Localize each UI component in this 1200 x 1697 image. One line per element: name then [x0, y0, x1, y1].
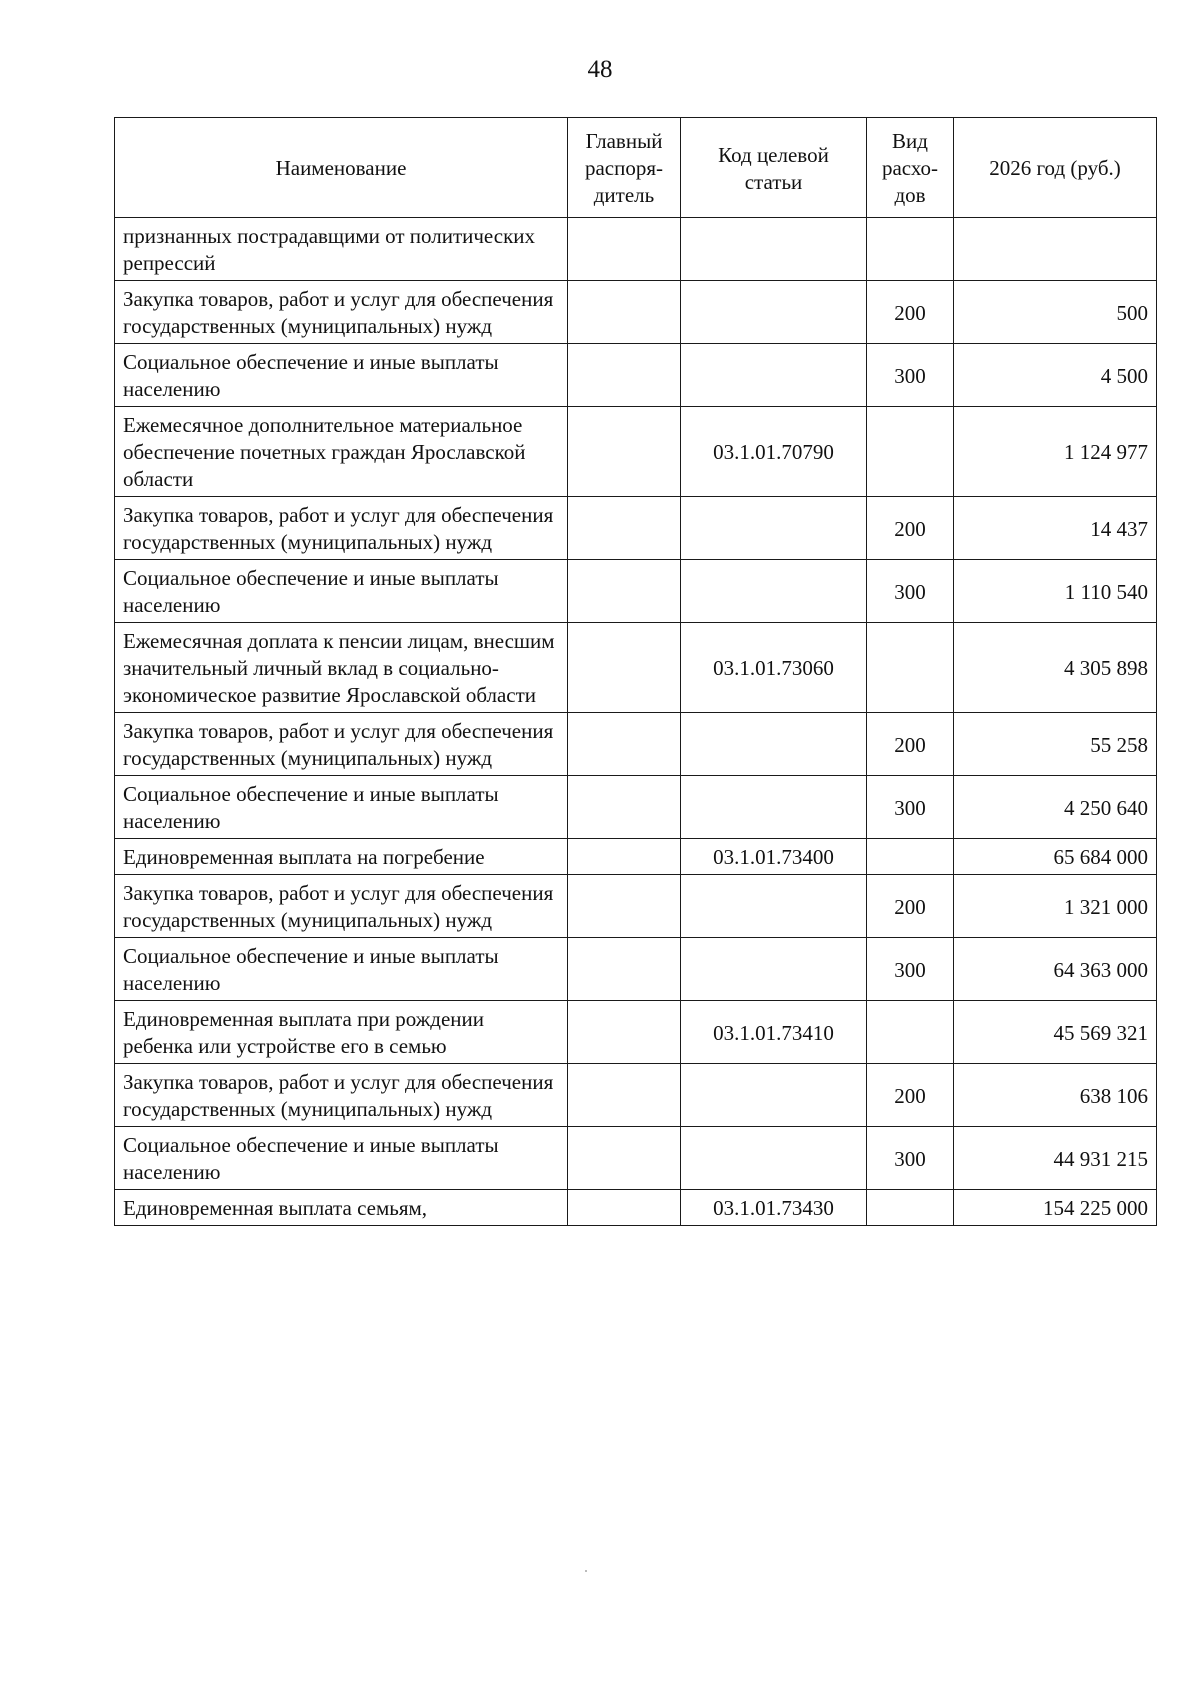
cell-kind: 200 — [867, 1064, 954, 1127]
cell-amount: 64 363 000 — [954, 938, 1157, 1001]
cell-admin — [568, 497, 681, 560]
cell-kind: 300 — [867, 776, 954, 839]
budget-table — [114, 117, 1157, 1226]
cell-amount: 4 250 640 — [954, 776, 1157, 839]
cell-kind: 300 — [867, 560, 954, 623]
cell-name: Закупка товаров, работ и услуг для обеспечения государственных (муниципальных) нужд — [115, 281, 568, 344]
cell-name: Социальное обеспечение и иные выплаты населению — [115, 776, 568, 839]
cell-name: Ежемесячное дополнительное материальное обеспечение почетных граждан Ярославской области — [115, 407, 568, 497]
cell-kind — [867, 407, 954, 497]
cell-admin — [568, 776, 681, 839]
cell-kind: 300 — [867, 938, 954, 1001]
table-header — [115, 118, 1157, 218]
table-row — [115, 281, 1157, 344]
table-row — [115, 875, 1157, 938]
cell-code: 03.1.01.73410 — [681, 1001, 867, 1064]
cell-code — [681, 776, 867, 839]
cell-admin — [568, 623, 681, 713]
cell-name: Единовременная выплата семьям, — [115, 1190, 568, 1226]
cell-kind: 200 — [867, 713, 954, 776]
cell-code — [681, 281, 867, 344]
page-number: 48 — [587, 56, 613, 83]
cell-admin — [568, 1001, 681, 1064]
cell-name: Закупка товаров, работ и услуг для обеспечения государственных (муниципальных) нужд — [115, 1064, 568, 1127]
table-row — [115, 407, 1157, 497]
table-body — [115, 218, 1157, 1226]
cell-admin — [568, 713, 681, 776]
table-row — [115, 776, 1157, 839]
cell-amount: 1 124 977 — [954, 407, 1157, 497]
cell-name: Ежемесячная доплата к пенсии лицам, внесшим значительный личный вклад в социально-экономическое развитие Ярославской области — [115, 623, 568, 713]
cell-code: 03.1.01.73400 — [681, 839, 867, 875]
cell-kind — [867, 839, 954, 875]
cell-amount: 4 305 898 — [954, 623, 1157, 713]
cell-admin — [568, 938, 681, 1001]
cell-kind — [867, 623, 954, 713]
cell-admin — [568, 560, 681, 623]
cell-amount: 14 437 — [954, 497, 1157, 560]
cell-amount: 65 684 000 — [954, 839, 1157, 875]
cell-code: 03.1.01.73430 — [681, 1190, 867, 1226]
table-row — [115, 1064, 1157, 1127]
cell-code: 03.1.01.70790 — [681, 407, 867, 497]
header-name: Наименование — [115, 118, 568, 218]
table-row — [115, 1190, 1157, 1226]
cell-name: Закупка товаров, работ и услуг для обеспечения государственных (муниципальных) нужд — [115, 875, 568, 938]
cell-name: признанных пострадавщими от политических репрессий — [115, 218, 568, 281]
header-admin: Главный распоря-дитель — [568, 118, 681, 218]
cell-admin — [568, 344, 681, 407]
cell-name: Закупка товаров, работ и услуг для обеспечения государственных (муниципальных) нужд — [115, 497, 568, 560]
table-row — [115, 713, 1157, 776]
cell-name: Социальное обеспечение и иные выплаты населению — [115, 938, 568, 1001]
cell-kind — [867, 218, 954, 281]
cell-kind: 300 — [867, 344, 954, 407]
cell-name: Единовременная выплата на погребение — [115, 839, 568, 875]
cell-name: Социальное обеспечение и иные выплаты населению — [115, 344, 568, 407]
cell-code — [681, 1127, 867, 1190]
cell-kind — [867, 1190, 954, 1226]
cell-amount: 1 321 000 — [954, 875, 1157, 938]
cell-kind: 200 — [867, 281, 954, 344]
table-row — [115, 1001, 1157, 1064]
cell-admin — [568, 1190, 681, 1226]
table-row — [115, 938, 1157, 1001]
cell-admin — [568, 1127, 681, 1190]
cell-code — [681, 344, 867, 407]
cell-amount: 500 — [954, 281, 1157, 344]
cell-kind: 200 — [867, 497, 954, 560]
scan-artifact — [585, 1570, 587, 1572]
cell-amount: 1 110 540 — [954, 560, 1157, 623]
cell-kind: 200 — [867, 875, 954, 938]
table-row — [115, 839, 1157, 875]
table-row — [115, 623, 1157, 713]
header-row — [115, 118, 1157, 218]
cell-code — [681, 875, 867, 938]
cell-name: Социальное обеспечение и иные выплаты населению — [115, 1127, 568, 1190]
cell-name: Социальное обеспечение и иные выплаты населению — [115, 560, 568, 623]
cell-code — [681, 938, 867, 1001]
cell-code: 03.1.01.73060 — [681, 623, 867, 713]
table-row — [115, 344, 1157, 407]
cell-name: Закупка товаров, работ и услуг для обеспечения государственных (муниципальных) нужд — [115, 713, 568, 776]
cell-kind — [867, 1001, 954, 1064]
cell-amount: 44 931 215 — [954, 1127, 1157, 1190]
cell-code — [681, 560, 867, 623]
table-row — [115, 218, 1157, 281]
table-row — [115, 497, 1157, 560]
cell-code — [681, 1064, 867, 1127]
header-code: Код целевой статьи — [681, 118, 867, 218]
cell-amount: 4 500 — [954, 344, 1157, 407]
cell-admin — [568, 875, 681, 938]
cell-admin — [568, 407, 681, 497]
cell-amount: 638 106 — [954, 1064, 1157, 1127]
table-row — [115, 1127, 1157, 1190]
cell-amount: 45 569 321 — [954, 1001, 1157, 1064]
cell-amount: 154 225 000 — [954, 1190, 1157, 1226]
cell-admin — [568, 281, 681, 344]
cell-admin — [568, 1064, 681, 1127]
header-amount: 2026 год (руб.) — [954, 118, 1157, 218]
cell-code — [681, 497, 867, 560]
cell-admin — [568, 218, 681, 281]
cell-admin — [568, 839, 681, 875]
cell-code — [681, 218, 867, 281]
cell-amount — [954, 218, 1157, 281]
cell-amount: 55 258 — [954, 713, 1157, 776]
cell-kind: 300 — [867, 1127, 954, 1190]
table-row — [115, 560, 1157, 623]
cell-code — [681, 713, 867, 776]
header-kind: Вид расхо-дов — [867, 118, 954, 218]
cell-name: Единовременная выплата при рождении ребенка или устройстве его в семью — [115, 1001, 568, 1064]
